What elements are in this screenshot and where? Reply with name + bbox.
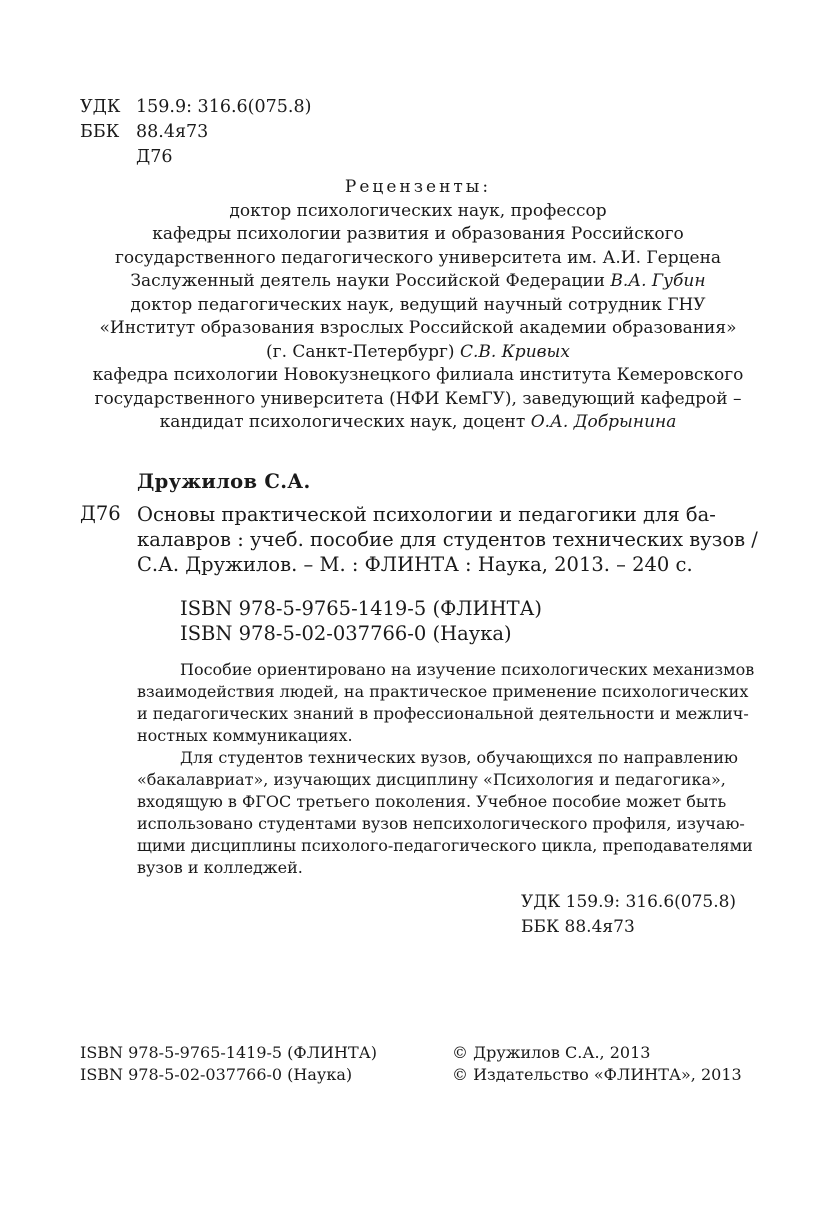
reviewer-3-name: О.А. Добрынина	[530, 412, 677, 432]
classification-bottom	[521, 890, 736, 940]
bbk-row	[80, 120, 311, 145]
annotation-p2-line-2: «бакалавриат», изучающих дисциплину «Психология и педагогика»,	[137, 770, 726, 789]
biblio-line-1: Основы практической психологии и педагогики для ба-	[137, 503, 716, 526]
biblio-line-3: С.А. Дружилов. – М. : ФЛИНТА : Наука, 2013. – 240 с.	[137, 553, 693, 576]
reviewers-section	[40, 176, 796, 435]
footer-copyright-1: © Дружилов С.А., 2013	[452, 1043, 651, 1062]
annotation-p1-line-1: Пособие ориентировано на изучение психологических механизмов	[180, 660, 755, 679]
bibliographic-description	[137, 502, 758, 577]
reviewer-2-city: (г. Санкт-Петербург)	[266, 341, 455, 362]
footer-isbn-2: ISBN 978-5-02-037766-0 (Наука)	[80, 1065, 353, 1084]
reviewer-1-line-4	[40, 270, 796, 294]
bbk-value: 88.4я73	[136, 122, 209, 142]
reviewer-3-title: кандидат психологических наук, доцент	[159, 412, 526, 432]
reviewer-1-name: В.А. Губин	[610, 271, 706, 291]
footer-isbn-list	[80, 1042, 377, 1086]
reviewer-2-line-2: «Институт образования взрослых Российской академии образования»	[99, 318, 737, 338]
udk-bottom: УДК 159.9: 316.6(075.8)	[521, 892, 737, 912]
record-isbn-list	[180, 596, 542, 646]
classification-header	[80, 95, 311, 170]
annotation-p1-line-3: и педагогических знаний в профессиональной деятельности и межлич-	[137, 704, 749, 723]
bbk-bottom: ББК 88.4я73	[521, 917, 635, 937]
annotation-p2-line-4: использовано студентами вузов непсихологического профиля, изучаю-	[137, 814, 745, 833]
reviewer-2-line-1: доктор педагогических наук, ведущий научный сотрудник ГНУ	[130, 294, 706, 315]
reviewer-1-title: Заслуженный деятель науки Российской Федерации	[130, 271, 605, 291]
annotation-p2-line-1: Для студентов технических вузов, обучающихся по направлению	[180, 748, 738, 767]
reviewer-3-line-2: государственного университета (НФИ КемГУ), заведующий кафедрой –	[94, 388, 742, 409]
reviewer-1-line-2: кафедры психологии развития и образования Российского	[152, 224, 684, 244]
record-author-code: Д76	[80, 502, 121, 525]
udk-label: УДК	[80, 97, 121, 117]
record-isbn-1: ISBN 978-5-9765-1419-5 (ФЛИНТА)	[180, 597, 542, 620]
annotation	[137, 659, 755, 879]
reviewer-3-line-3	[40, 411, 796, 435]
biblio-line-2: калавров : учеб. пособие для студентов технических вузов /	[137, 528, 758, 551]
annotation-p2-line-5: щими дисциплины психолого-педагогического цикла, преподавателями	[137, 836, 753, 855]
footer-copyright-2: © Издательство «ФЛИНТА», 2013	[452, 1065, 742, 1084]
footer-isbn-1: ISBN 978-5-9765-1419-5 (ФЛИНТА)	[80, 1043, 377, 1062]
bbk-label: ББК	[80, 122, 120, 142]
udk-value: 159.9: 316.6(075.8)	[136, 97, 312, 117]
annotation-p1-line-2: взаимодействия людей, на практическое применение психологических	[137, 682, 749, 701]
book-author: Дружилов С.А.	[137, 470, 311, 493]
annotation-p2-line-3: входящую в ФГОС третьего поколения. Учебное пособие может быть	[137, 792, 727, 811]
reviewer-3-line-1: кафедра психологии Новокузнецкого филиала института Кемеровского	[92, 365, 744, 385]
annotation-p1-line-4: ностных коммуникациях.	[137, 726, 353, 745]
annotation-p2-line-6: вузов и колледжей.	[137, 858, 303, 877]
footer-copyright-list	[452, 1042, 742, 1086]
reviewer-2-line-3	[40, 341, 796, 365]
record-isbn-2: ISBN 978-5-02-037766-0 (Наука)	[180, 622, 512, 645]
author-code: Д76	[136, 147, 173, 167]
reviewer-2-name: С.В. Кривых	[459, 341, 570, 362]
reviewer-1-line-3: государственного педагогического университета им. А.И. Герцена	[114, 247, 722, 268]
reviewers-heading: Рецензенты:	[344, 177, 492, 197]
reviewer-1-line-1: доктор психологических наук, профессор	[229, 200, 607, 221]
udk-row	[80, 95, 311, 120]
